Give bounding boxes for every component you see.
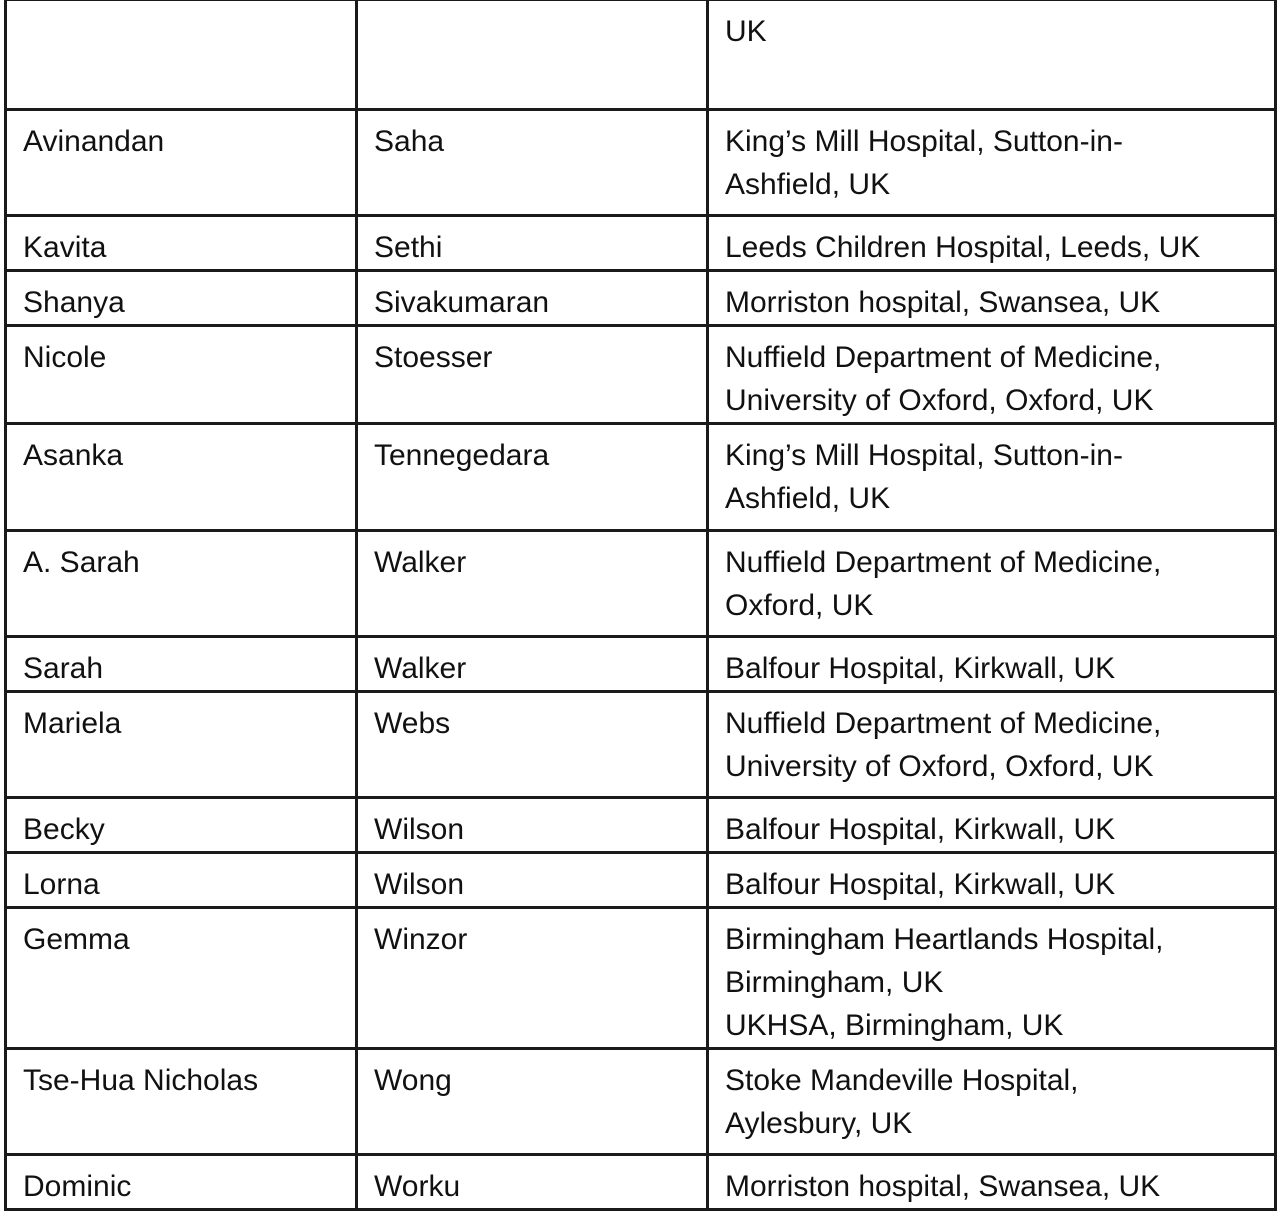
affiliation-cell: [708, 853, 1276, 908]
last-name: Sivakumaran: [374, 286, 550, 319]
table-row: [6, 271, 1276, 326]
last-name-cell: [357, 1155, 708, 1210]
last-name: Stoesser: [374, 341, 493, 374]
first-name-cell: [6, 908, 357, 1049]
table-body: [6, 0, 1276, 1210]
first-name-cell: [6, 637, 357, 692]
first-name: Kavita: [23, 231, 107, 264]
last-name-cell: [357, 424, 708, 531]
last-name-cell: [357, 692, 708, 798]
table-row: [6, 1049, 1276, 1155]
table-row: [6, 908, 1276, 1049]
first-name-cell: [6, 110, 357, 216]
affiliation-line: University of Oxford, Oxford, UK: [725, 384, 1154, 417]
first-name-cell: [6, 424, 357, 531]
affiliation-line: Leeds Children Hospital, Leeds, UK: [725, 231, 1201, 264]
last-name-cell: [357, 1049, 708, 1155]
first-name-cell: [6, 216, 357, 271]
affiliation-line: Ashfield, UK: [725, 168, 891, 201]
last-name-cell: [357, 0, 708, 110]
last-name: Worku: [374, 1170, 461, 1203]
table-row: [6, 0, 1276, 110]
first-name: Nicole: [23, 341, 107, 374]
last-name-cell: [357, 216, 708, 271]
affiliation-line: University of Oxford, Oxford, UK: [725, 750, 1154, 783]
table-row: [6, 692, 1276, 798]
first-name-cell: [6, 0, 357, 110]
last-name-cell: [357, 637, 708, 692]
last-name-cell: [357, 326, 708, 424]
first-name-cell: [6, 853, 357, 908]
first-name: Mariela: [23, 707, 122, 740]
first-name: Asanka: [23, 439, 124, 472]
last-name-cell: [357, 531, 708, 637]
last-name: Webs: [374, 707, 451, 740]
first-name: Lorna: [23, 868, 100, 901]
affiliation-line: Aylesbury, UK: [725, 1107, 913, 1140]
affiliation-cell: [708, 637, 1276, 692]
table-row: [6, 326, 1276, 424]
last-name: Tennegedara: [374, 439, 550, 472]
affiliation-line: Ashfield, UK: [725, 482, 891, 515]
affiliation-cell: [708, 110, 1276, 216]
last-name: Walker: [374, 546, 467, 579]
first-name-cell: [6, 326, 357, 424]
last-name-cell: [357, 853, 708, 908]
table-row: [6, 424, 1276, 531]
first-name: Avinandan: [23, 125, 165, 158]
first-name-cell: [6, 692, 357, 798]
affiliation-cell: [708, 271, 1276, 326]
first-name-cell: [6, 1049, 357, 1155]
affiliation-cell: [708, 1049, 1276, 1155]
last-name: Walker: [374, 652, 467, 685]
affiliation-line: Oxford, UK: [725, 589, 874, 622]
affiliation-line: Balfour Hospital, Kirkwall, UK: [725, 868, 1116, 901]
affiliation-cell: [708, 798, 1276, 853]
affiliation-line: Morriston hospital, Swansea, UK: [725, 286, 1161, 319]
first-name: Sarah: [23, 652, 104, 685]
table-row: [6, 1155, 1276, 1210]
last-name: Wilson: [374, 868, 465, 901]
first-name: Gemma: [23, 923, 130, 956]
affiliation-line: UK: [725, 15, 767, 48]
first-name-cell: [6, 271, 357, 326]
affiliation-line: Nuffield Department of Medicine,: [725, 341, 1162, 374]
affiliation-line: Nuffield Department of Medicine,: [725, 546, 1162, 579]
first-name: Becky: [23, 813, 105, 846]
first-name-cell: [6, 798, 357, 853]
affiliation-line: Nuffield Department of Medicine,: [725, 707, 1162, 740]
last-name-cell: [357, 110, 708, 216]
affiliation-line: Birmingham Heartlands Hospital,: [725, 923, 1164, 956]
last-name-cell: [357, 908, 708, 1049]
first-name: Shanya: [23, 286, 125, 319]
affiliation-cell: [708, 1155, 1276, 1210]
affiliation-cell: [708, 0, 1276, 110]
last-name: Wong: [374, 1064, 452, 1097]
affiliation-line: King’s Mill Hospital, Sutton-in-: [725, 125, 1123, 158]
affiliation-cell: [708, 531, 1276, 637]
table-row: [6, 798, 1276, 853]
first-name-cell: [6, 1155, 357, 1210]
affiliation-cell: [708, 326, 1276, 424]
table-row: [6, 110, 1276, 216]
affiliation-cell: [708, 692, 1276, 798]
table-row: [6, 853, 1276, 908]
first-name: Tse-Hua Nicholas: [23, 1064, 259, 1097]
last-name: Winzor: [374, 923, 468, 956]
last-name: Saha: [374, 125, 445, 158]
last-name-cell: [357, 271, 708, 326]
first-name-cell: [6, 531, 357, 637]
table-row: [6, 531, 1276, 637]
affiliation-cell: [708, 216, 1276, 271]
affiliation-line: King’s Mill Hospital, Sutton-in-: [725, 439, 1123, 472]
affiliation-cell: [708, 908, 1276, 1049]
affiliation-line: Morriston hospital, Swansea, UK: [725, 1170, 1161, 1203]
table-row: [6, 216, 1276, 271]
affiliation-line: Birmingham, UK: [725, 966, 944, 999]
affiliation-line: Balfour Hospital, Kirkwall, UK: [725, 652, 1116, 685]
affiliation-line: Stoke Mandeville Hospital,: [725, 1064, 1079, 1097]
authors-table: [4, 0, 1277, 1211]
last-name-cell: [357, 798, 708, 853]
table-row: [6, 637, 1276, 692]
first-name: A. Sarah: [23, 546, 140, 579]
last-name: Wilson: [374, 813, 465, 846]
affiliation-cell: [708, 424, 1276, 531]
last-name: Sethi: [374, 231, 443, 264]
affiliation-line: UKHSA, Birmingham, UK: [725, 1009, 1064, 1042]
first-name: Dominic: [23, 1170, 132, 1203]
affiliation-line: Balfour Hospital, Kirkwall, UK: [725, 813, 1116, 846]
